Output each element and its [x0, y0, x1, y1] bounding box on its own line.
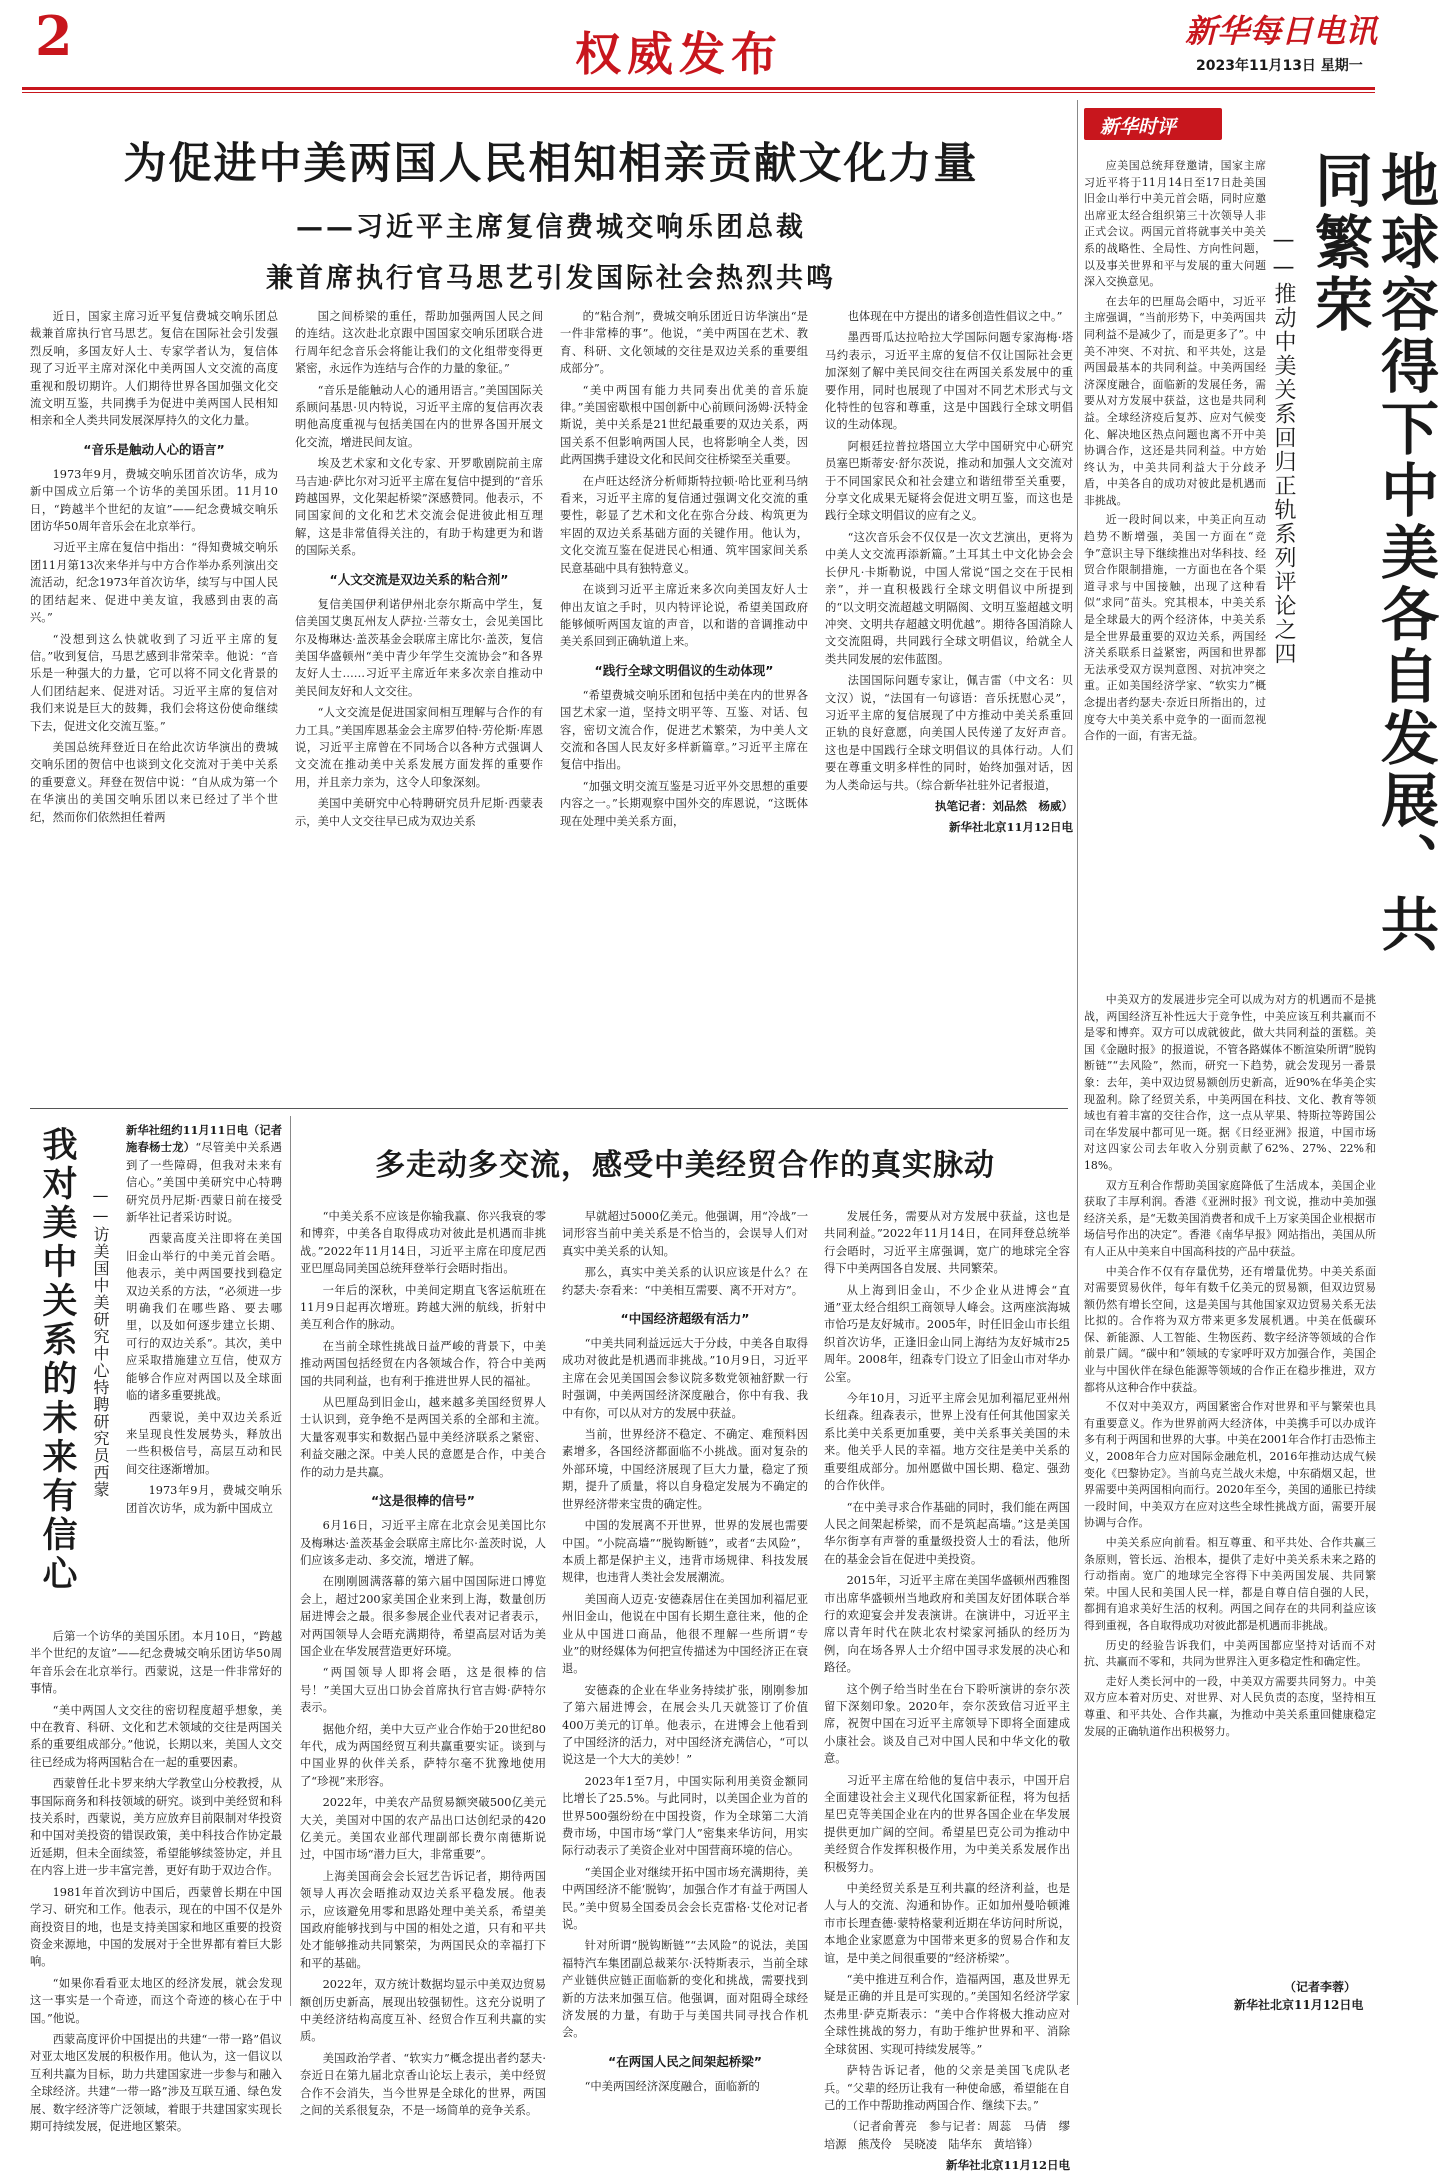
- paragraph: 6月16日，习近平主席在北京会见美国比尔及梅琳达·盖茨基金会联席主席比尔·盖茨时说，人们应该多走动、多交流，增进了解。: [300, 1519, 546, 1567]
- paragraph: 1973年9月，费城交响乐团首次访华，成为新中国成立后第一个访华的美国乐团。11月10日，“跨越半个世纪的友谊”——纪念费城交响乐团访华50周年音乐会在北京举行。: [30, 467, 278, 534]
- paragraph: 安德森的企业在华业务持续扩张，刚刚参加了第六届进博会，在展会头几天就签订了价值400万美元的订单。他表示，在进博会上他看到了中国经济的活力，对中国经济充满信心，“可以说这是一个大大的美妙！”: [562, 1683, 808, 1767]
- paragraph: 中国的发展离不开世界，世界的发展也需要中国。“小院高墙”“脱钩断链”，或者“去风险”，本质上都是保护主义，违背市场规律、科技发展规律，也违背人类社会发展潮流。: [562, 1519, 808, 1585]
- page-number: 2: [35, 4, 73, 68]
- paragraph: 西蒙曾任北卡罗来纳大学教堂山分校教授，从事国际商务和科技领域的研究。谈到中美经贸和科技关系时，西蒙说，美方应放弃目前限制对华投资和中国对美投资的错误政策，美中科技合作协定最近延期，但未全面续签，希望能够续签协定，并且在内容上进一步丰富完善，更好有助于双边合作。: [30, 1777, 282, 1878]
- paragraph: 美国中美研究中心特聘研究员升尼斯·西蒙表示，美中人文交往早已成为双边关系: [295, 797, 543, 828]
- commentary-dateline: 新华社北京11月12日电: [1234, 1998, 1364, 2012]
- paragraph: “希望费城交响乐团和包括中美在内的世界各国艺术家一道，坚持文明平等、互鉴、对话、包容，密切文流合作，促进艺术繁荣，为中美人文交流和各国人民友好多样新篇章。”习近平主席在复信中指出。: [560, 688, 808, 772]
- lead-subhead-2: 兼首席执行官马思艺引发国际社会热烈共鸣: [266, 263, 836, 294]
- paragraph: 西蒙说，美中双边关系近来呈现良性发展势头，释放出一些积极信号，高层互动和民间交往逐渐增加。: [126, 1410, 282, 1476]
- paragraph: 也体现在中方提出的诸多创造性倡议之中。”: [847, 310, 1063, 323]
- paragraph: “如果你看看亚太地区的经济发展，就会发现这一事实是一个奇迹，而这个奇迹的核心在于中国。”他说。: [30, 1976, 282, 2025]
- paragraph: 据他介绍，美中大豆产业合作始于20世纪80年代，成为两国经贸互利共赢重要实证。谈到与中国业界的伙伴关系，萨特尔毫不犹豫地使用了“珍视”来形容。: [300, 1722, 546, 1788]
- lead-subhead-1: ——习近平主席复信费城交响乐团总裁: [296, 212, 806, 243]
- paragraph: 美国总统拜登近日在给此次访华演出的费城交响乐团的贺信中也谈到文化交流对于美中关系的重要意义。拜登在贺信中说：“自从成为第一个在华演出的美国交响乐团以来已经过了半个世纪，然而你们依然担任着两: [30, 740, 278, 824]
- paragraph: 从上海到旧金山，不少企业从进博会“直通”亚太经合组织工商领导人峰会。这两座滨海城市恰巧是友好城市。2005年，时任旧金山市长组织首次访华，正逢旧金山同上海结为友好城市25周年。2008年，纽森专门设立了旧金山市对华办公室。: [824, 1283, 1070, 1384]
- paragraph: 复信美国伊利诺伊州北奈尔斯高中学生，复信美国艾奥瓦州友人萨拉·兰蒂女士，会见美国比尔及梅琳达·盖茨基金会联席主席比尔·盖茨，复信美国华盛顿州“美中青少年学生交流协会”和各界友好人士……习近平主席近年来多次亲自推动中美民间友好和人文交往。: [295, 597, 543, 698]
- paragraph: “加强文明交流互鉴是习近平外交思想的重要内容之一。”长期观察中国外交的库恩说，“这既体现在处理中美关系方面，: [560, 779, 808, 828]
- paragraph: 今年10月，习近平主席会见加利福尼亚州州长纽森。纽森表示，世界上没有任何其他国家关系比美中关系更加重要，美中关系事关美国的未来。他关乎人民的幸福。地方交往是美中关系的重要组成部分。加州愿做中国长期、稳定、强劲的合作伙伴。: [824, 1392, 1070, 1493]
- text-column: [562, 1208, 808, 2093]
- paragraph: “在中美寻求合作基础的同时，我们能在两国人民之间架起桥梁，而不是筑起高墙。”这是美国华尔街享有声誉的重量级投资人士的看法，他所在的基金会旨在促进中美投资。: [824, 1500, 1070, 1566]
- paragraph: 在当前全球性挑战日益严峻的背景下，中美推动两国包括经贸在内各领域合作，符合中美两国的共同利益，也有利于推进世界人民的福祉。: [300, 1339, 546, 1388]
- paragraph: 应美国总统拜登邀请，国家主席习近平将于11月14日至17日赴美国旧金山举行中美元首会晤，同时应邀出席亚太经合组织第三十次领导人非正式会议。两国元首将就事关中美关系的战略性、全局性、方向性问题，以及事关世界和平与发展的重大问题深入交换意见。: [1084, 159, 1266, 289]
- paragraph: 一年后的深秋，中美间定期直飞客运航班在11月9日起再次增班。跨越大洲的航线，折射中美互利合作的脉动。: [300, 1283, 546, 1332]
- interview-article: [30, 1116, 282, 2133]
- paragraph: 上海美国商会会长冠艺告诉记者，期待两国领导人再次会晤推动双边关系平稳发展。他表示，应该避免用零和思路处理中美关系，希望美国政府能够找到与中国的相处之道，只有和平共处才能够推动共同繁荣，为两国民众的幸福打下和平的基础。: [300, 1869, 546, 1970]
- paragraph: “这次音乐会不仅仅是一次文艺演出，更将为中美人文交流再添新篇。”土耳其土中文化协会会长伊凡·卡斯勒说，中国人常说“国之交在于民相亲”，并一直积极践行全球文明倡议中所提到的“以文明交流超越文明隔阂、文明互鉴超越文明冲突、文明共存超越文明优越”。期待各国消除人文交流阻碍，共同践行全球文明倡议，给就全人类共同发展的宏伟蓝图。: [825, 530, 1073, 666]
- paragraph: 法国国际问题专家让，佩吉雷（中文名：贝文汉）说，“法国有一句谚语：音乐抚慰心灵”，习近平主席的复信展现了中方推动中美关系重回正轨的良好意愿，向美国人民传递了友好声音。这也是中国践行全球文明倡议的具体行动。人们要在尊重文明多样性的同时，始终加强对话，因为人类命运与共。（综合新华社驻外记者报道，: [825, 674, 1073, 792]
- section-subheading: “中国经济超级有活力”: [620, 1311, 750, 1327]
- text-column: [300, 1208, 546, 2118]
- commentary-byline: （记者李蓉）: [1284, 1980, 1357, 1994]
- interview-narrow-column: [126, 1122, 282, 1624]
- paragraph: 当前，世界经济不稳定、不确定、难预料因素增多，各国经济都面临不小挑战。面对复杂的外部环境，中国经济展现了巨大力量，稳定了预期，提升了质量，将以自身稳定发展为不确定的世界经济带来宝贵的确定性。: [562, 1428, 808, 1511]
- paragraph: 埃及艺术家和文化专家、开罗歌剧院前主席马吉迪·萨比尔对习近平主席在复信中提到的“音乐跨越国界，文化架起桥梁”深感赞同。他表示，不同国家间的文化和艺术交流会促进彼此相互理解，这是非常值得关注的，有助于构建更为和谐的国际关系。: [295, 457, 543, 558]
- paragraph: 2023年1至7月，中国实际利用美资金额同比增长了25.5%。与此同时，以美国企业为首的世界500强纷纷在中国投资，作为全球第二大消费市场，中国市场“掌门人”密集来华访问，用实际行动表示了美资企业对中国营商环境的信心。: [562, 1774, 808, 1858]
- interview-dateline: 新华社纽约11月11日电（记者施春杨士龙）: [126, 1123, 282, 1155]
- paragraph: 中美双方的发展进步完全可以成为对方的机遇而不是挑战，两国经济互补性远大于竞争性，中美应该互利共赢而不是零和博弈。双方可以成就彼此，做大共同利益的蛋糕。美国《金融时报》的报道说，不管各路媒体不断渲染所谓“脱钩断链”“去风险”，然而，研究一下趋势，就会发现另一番景象：去年，美中双边贸易额创历史新高，近90%在华美企实现盈利。除了经贸关系，中美两国在科技、文化、教育等领域也有着丰富的交往合作，这一点从苹果、特斯拉等跨国公司在华发展中都可见一斑。据《日经亚洲》报道，中国市场对这四家公司去年收入分别贡献了62%、27%、22%和18%。: [1084, 993, 1376, 1172]
- paragraph: 在卢旺达经济分析师斯特拉顿·哈比亚利马纳看来，习近平主席的复信通过强调文化交流的重要性，彰显了艺术和文化在弥合分歧、构筑更为牢固的双边关系基础方面的关键作用。他认为，文化交流互鉴在促进民心相通、筑牢国家间关系民意基础中具有独特意义。: [560, 474, 808, 575]
- masthead: [0, 0, 1397, 94]
- masthead-rule: [22, 87, 1375, 90]
- paragraph: “中美两国经济深度融合，面临新的: [584, 2079, 760, 2093]
- paragraph: 中美关系应向前看。相互尊重、和平共处、合作共赢三条原则，管长远、治根本，提供了走好中美关系未来之路的行动指南。宽广的地球完全容得下中美两国发展、共同繁荣。中国人民和美国人民一样，都是自尊自信自强的人民，都拥有追求美好生活的权利。两国之间存在的共同利益应该得到重视，各自取得成功对彼此都是机遇而非挑战。: [1084, 1536, 1376, 1632]
- trade-headline: 多走动多交流，感受中美经贸合作的真实脉动: [375, 1148, 995, 1183]
- paragraph: 在谈到习近平主席近来多次向美国友好人士伸出友谊之手时，贝内特评论说，希望美国政府能够倾听两国友谊的声音，以和谐的音调推动中美关系回到正确轨道上来。: [560, 583, 808, 649]
- section-subheading: “人文交流是双边关系的粘合剂”: [329, 571, 509, 587]
- paragraph: “美国企业对继续开拓中国市场充满期待，美中两国经济不能‘脱钩’，加强合作才有益于两国人民。”美中贸易全国委员会会长克雷格·艾伦对记者说。: [562, 1865, 808, 1932]
- paragraph: 习近平主席在给他的复信中表示，中国开启全面建设社会主义现代化国家新征程，将为包括星巴克等美国企业在内的世界各国企业在华发展提供更加广阔的空间。希望星巴克公司为推动中美经贸合作发挥积极作用，为中美关系发展作出积极努力。: [824, 1773, 1070, 1874]
- paragraph: 习近平主席在复信中指出：“得知费城交响乐团11月第13次来华并与中方合作举办系列演出交流活动，纪念1973年首次访华，续写与中国人民的团结起来、促进中美友谊，我感到由衷的高兴。”: [30, 541, 278, 625]
- section-subheading: “践行全球文明倡议的生动体现”: [594, 662, 774, 678]
- signature-line: 新华社北京11月12日电: [945, 2158, 1070, 2173]
- column-rule-2: [290, 1116, 291, 2006]
- paragraph: 2015年，习近平主席在美国华盛顿州西雅图市出席华盛顿州当地政府和美国友好团体联合举行的欢迎宴会并发表演讲。在演讲中，习近平主席以青年时代在陕北农村梁家河插队的经历为例，向在场各界人士介绍中国寻求发展的决心和路径。: [824, 1574, 1070, 1675]
- paragraph: 墨西哥瓜达拉哈拉大学国际问题专家海梅·塔马约表示，习近平主席的复信不仅让国际社会更加深刻了解中美民间交往在两国关系发展中的重要作用，同时也展现了中国对不同艺术形式与文化特性的包容和尊重，这是中国践行全球文明倡议的生动体现。: [825, 331, 1073, 432]
- section-title: 权威发布: [575, 27, 783, 81]
- paragraph: 双方互利合作帮助美国家庭降低了生活成本，美国企业获取了丰厚利润。香港《亚洲时报》刊文说，推动中美加强经济关系，是“无数美国消费者和成千上万家美国企业根据市场信号作出的决定”。香港《南华早报》网站指出，美国从所有人正从中美来自中国高科技的产品中获益。: [1084, 1178, 1376, 1258]
- paragraph: “音乐是能触动人心的通用语言。”美国国际关系顾问基思·贝内特说，习近平主席的复信再次表明他高度重视与包括美国在内的世界各国开展文化交流，增进民间友谊。: [295, 383, 543, 449]
- paragraph: 走好人类长河中的一段，中美双方需要共同努力。中美双方应本着对历史、对世界、对人民负责的态度，坚持相互尊重、和平共处、合作共赢，为推动中美关系重回健康稳定发展的正确轨道作出积极努力。: [1084, 1674, 1376, 1738]
- commentary-badge: [1084, 108, 1222, 140]
- paragraph: 发展任务，需要从对方发展中获益，这也是共同利益。”2022年11月14日，在同拜登总统举行会晤时，习近平主席强调，宽广的地球完全容得下中美两国各自发展、共同繁荣。: [824, 1210, 1070, 1276]
- paragraph: 近日，国家主席习近平复信费城交响乐团总裁兼首席执行官马思艺。复信在国际社会引发强烈反响，多国友好人士、专家学者认为，复信体现了习近平主席对深化中美两国人文交流的高度重视和殷切期许。人们期待世界各国加强文化交流文明互鉴，共同携手为促进中美两国人民相知相亲和全人类共同发展深厚持久的文化力量。: [30, 310, 278, 428]
- text-column: [295, 308, 543, 1103]
- commentary: [1084, 108, 1439, 2012]
- interview-wide-column: [30, 1628, 282, 2133]
- section-subheading: “音乐是触动人心的语言”: [83, 441, 225, 457]
- lead-article: [30, 100, 1072, 1105]
- section-subheading: “这是很棒的信号”: [371, 1493, 475, 1509]
- paragraph: 的“粘合剂”，费城交响乐团近日访华演出“是一件非常棒的事”。他说，“美中两国在艺术、教育、科研、文化领域的交往是双边关系的重要组成部分”。: [560, 310, 808, 376]
- paragraph: 这个例子给当时坐在台下聆听演讲的奈尔茨留下深刻印象。2020年，奈尔茨致信习近平主席，祝贺中国在习近平主席领导下即将全面建成小康社会。谈及自己对中国人民和中华文化的敬意。: [824, 1682, 1070, 1766]
- paragraph: 针对所谓“脱钩断链”“去风险”的说法，美国福特汽车集团副总裁莱尔·沃特斯表示，当前全球产业链供应链正面临新的变化和挑战，需要找到新的方法来加强互信。他强调，面对阻碍全球经济发展的力量，有助于与美国共同寻找合作机会。: [562, 1939, 808, 2040]
- signature-line: 新华社北京11月12日电: [948, 820, 1073, 835]
- column-rule: [1077, 100, 1078, 2005]
- paragraph: 近一段时间以来，中美正向互动趋势不断增强，美国一方面在“竞争”意识主导下继续推出对华科技、经贸合作限制措施，一方面也在各个渠道寻求与中国接触，出现了这种看似“求同”苗头。究其根本，中美关系是全球最大的两个经济体，中美关系是全世界最重要的双边关系，两国经济关系联系日益紧密，两国和世界都无法承受双方误判意图、对抗冲突之重。正如美国经济学家、“软实力”概念提出者约瑟夫·奈近日所指出的，过度夸大中美关系中竞争的一面而忽视合作的一面，有害无益。: [1084, 513, 1266, 743]
- paragraph: 中美经贸关系是互利共赢的经济利益，也是人与人的交流、沟通和协作。正如加州曼哈顿滩市市长理查德·蒙特格蒙利近期在华访问时所说，本地企业家愿意为中国带来更多的贸易合作和友谊，是中美之间很重要的“经济桥梁”。: [824, 1882, 1070, 1965]
- paragraph: “美中两国人文交往的密切程度超乎想象，美中在教育、科研、文化和艺术领域的交往是两国关系的重要组成部分。”他说，长期以来，美国人文交往已经成为将两国粘合在一起的重要因素。: [30, 1703, 282, 1769]
- paragraph: 国之间桥梁的重任，帮助加强两国人民之间的连结。这次赴北京跟中国国家交响乐团联合进行周年纪念音乐会将能让我们的文化组带变得更紧密，永远作为连结与合作的力量的象征。”: [295, 310, 543, 376]
- paragraph: “美中两国有能力共同奏出优美的音乐旋律。”美国密歇根中国创新中心前顾问汤姆·沃特金斯说，美中关系是21世纪最重要的双边关系，两国关系不但影响两国人民，也将影响全人类，因此两国携手建设文化和民间交往桥梁至关重要。: [560, 383, 808, 467]
- paragraph: “没想到这么快就收到了习近平主席的复信。”收到复信，马思艺感到非常荣幸。他说：“音乐是一种强大的力量，它可以将不同文化背景的人们团结起来、促进对话。习近平主席的复信对我们来说是巨大的鼓舞，我们会将这份使命继续下去，促进文化交流互鉴。”: [30, 632, 278, 733]
- trade-article: [300, 1116, 1070, 2173]
- text-column: [560, 308, 808, 1103]
- section-subheading: “在两国人民之间架起桥梁”: [608, 2053, 762, 2069]
- trade-body: [300, 1208, 1070, 2173]
- paper-name-logo: 新华每日电讯: [1185, 12, 1378, 50]
- text-column: [825, 308, 1073, 1103]
- interview-intro: “尽管美中关系遇到了一些障碍，但我对未来有信心。”美国中美研究中心特聘研究员丹尼斯·西蒙日前在接受新华社记者采访时说。: [126, 1141, 282, 1225]
- lead-body: [30, 308, 1072, 1103]
- signature-line: 执笔记者：刘品然 杨威）: [935, 798, 1073, 813]
- masthead-rule-thin: [22, 92, 1375, 93]
- issue-date: 2023年11月13日 星期一: [1196, 58, 1363, 74]
- paragraph: “人文交流是促进国家间相互理解与合作的有力工具。”美国库恩基金会主席罗伯特·劳伦斯·库恩说，习近平主席曾在不同场合以各种方式强调人文交流在推动美中关系发展方面发挥的重要作用，并且亲力亲为，这令人印象深刻。: [295, 706, 543, 789]
- paragraph: 不仅对中美双方，两国紧密合作对世界和平与繁荣也具有重要意义。作为世界前两大经济体，中美携手可以办成许多有利于两国和世界的大事。中美在2001年合作打击恐怖主义，2008年合力应对国际金融危机，2016年推动达成气候变化《巴黎协定》。当前乌克兰战火未熄，中东硝烟又起，世界需要中美两国相向而行。2020年至今，美国的通胀已持续一段时间，中美双方在应对这些全球性挑战方面，需要开展协调与合作。: [1084, 1400, 1376, 1530]
- paragraph: 1973年9月，费城交响乐团首次访华，成为新中国成立: [126, 1484, 282, 1515]
- interview-title: 我对美中关系的未来有信心: [37, 1126, 78, 1594]
- paragraph: 阿根廷拉普拉塔国立大学中国研究中心研究员塞巴斯蒂安·舒尔茨说，推动和加强人文交流对于不同国家民众和社会建立和谐纽带至关重要，分享文化成果无疑将会促进文明互鉴，而这也是践行全球文明倡议的应有之义。: [825, 439, 1073, 523]
- lead-headline: 为促进中美两国人民相知相亲贡献文化力量: [123, 139, 979, 189]
- paragraph: “美中推进互利合作，造福两国，惠及世界无疑是正确的并且是可实现的。”美国知名经济学家杰弗里·萨克斯表示：“美中合作将极大推动应对全球性挑战的努力，有助于维护世界和平、消除全球贫困、实现可持续发展等。”: [824, 1973, 1070, 2056]
- commentary-body: [1084, 992, 1376, 1982]
- paragraph: 在刚刚圆满落幕的第六届中国国际进口博览会上，超过200家美国企业来到上海，数量创历届进博会之最。很多参展企业代表对记者表示，对两国领导人会晤充满期待，希望高层对话为美国企业在华发展营造更好环境。: [300, 1575, 546, 1658]
- paragraph: 从巴厘岛到旧金山，越来越多美国经贸界人士认识到，竞争绝不是两国关系的全部和主流。大量客观事实和数据凸显中美经济联系之紧密、利益交融之深。中美人民的意愿是合作，中美合作的动力是共赢。: [300, 1396, 546, 1479]
- text-column: [30, 308, 278, 1103]
- commentary-badge-label: 新华时评: [1100, 116, 1177, 138]
- section-divider: [30, 1108, 1068, 1109]
- paragraph: 西蒙高度关注即将在美国旧金山举行的中美元首会晤。他表示，美中两国要找到稳定双边关系的方法，“必须进一步明确我们在哪些路、要去哪里，以及如何逐步建立长期、可行的双边关系”。其次，美中应采取措施建立互信，使双方能够合作应对两国以及全球面临的诸多重要挑战。: [126, 1232, 282, 1403]
- paragraph: 在去年的巴厘岛会晤中，习近平主席强调，“当前形势下，中美两国共同利益不是减少了，而是更多了”。中美不冲突、不对抗、和平共处，这是两国最基本的共同利益。中美两国经济深度融合，面临新的发展任务，需要从对方发展中获益，这也是共同利益。全球经济疫后复苏、应对气候变化、解决地区热点问题也离不开中美协调合作，这还是共同利益。中方始终认为，中美共同利益大于分歧矛盾，中美各自的成功对彼此是机遇而非挑战。: [1084, 294, 1266, 507]
- paragraph: 2022年，双方统计数据均显示中美双边贸易额创历史新高，展现出较强韧性。这充分说明了中美经济结构高度互补、经贸合作互利共赢的实质。: [300, 1978, 546, 2044]
- paragraph: 那么，真实中美关系的认识应该是什么？在约瑟夫·奈看来：“中美相互需要、离不开对方”。: [562, 1266, 808, 1297]
- paragraph: 1981年首次到访中国后，西蒙曾长期在中国学习、研究和工作。他表示，现在的中国不仅是外商投资目的地，也是支持美国家和地区重要的投资资金来源地，中国的发展对于全世界都有着巨大影响。: [30, 1885, 282, 1969]
- paragraph: “中美关系不应该是你输我赢、你兴我衰的零和博弈，中美各自取得成功对彼此是机遇而非挑战。”2022年11月14日，习近平主席在印度尼西亚巴厘岛同美国总统拜登举行会晤时指出。: [300, 1210, 546, 1276]
- interview-subtitle: ——访美国中美研究中心特聘研究员西蒙: [91, 1186, 110, 1498]
- paragraph: 西蒙高度评价中国提出的共建“一带一路”倡议对亚太地区发展的积极作用。他认为，这一倡议以互利共赢为目标，助力共建国家进一步参与和融入全球经济。共建“一带一路”涉及互联互通、绿色发展、数字经济等广泛领域，着眼于共建国家实现长期可持续发展，促进地区繁荣。: [30, 2032, 282, 2133]
- paragraph: 历史的经验告诉我们，中美两国都应坚持对话而不对抗、共赢而不零和，共同为世界注入更多稳定性和确定性。: [1084, 1638, 1376, 1669]
- text-column: [824, 1208, 1070, 2173]
- paragraph: 美国商人迈克·安德森居住在美国加利福尼亚州旧金山，他说在中国有长期生意往来，他的企业从中国进口商品，他很不理解一些所谓“专业”的财经媒体为何把宣传描述为中国经济正在衰退。: [562, 1592, 808, 1676]
- commentary-body-top: [1084, 158, 1266, 988]
- paragraph: 中美合作不仅有存量优势，还有增量优势。中美关系面对需要贸易伙伴，每年有数千亿美元的贸易额，但双边贸易额仍然有增长空间，这是美国与其他国家双边贸易关系无法比拟的。合作将为双方带来更多发展机遇。中美在低碳环保、新能源、人工智能、生物医药、数字经济等领域的合作前景广阔。“碳中和”领域的专家呼吁双方加强合作，美国企业与中国伙伴在绿色能源等领域的合作正在稳步推进，双方都将从这种合作中获益。: [1084, 1264, 1376, 1394]
- paragraph: （记者俞菁亮 参与记者：周蕊 马倩 缪培源 熊茂伶 吴晓凌 陆华东 黄培锋）: [824, 2120, 1070, 2151]
- commentary-title: 地球容得下中美各自发展、共同繁荣: [1305, 150, 1439, 956]
- paragraph: 2022年，中美农产品贸易额突破500亿美元大关，美国对中国的农产品出口达创纪录的420亿美元。美国农业部代理副部长费尔南德斯说过，中国市场“潜力巨大，非常重要”。: [300, 1796, 546, 1862]
- paragraph: “中美共同利益远远大于分歧，中美各自取得成功对彼此是机遇而非挑战。”10月9日，习近平主席在会见美国国会参议院多数党领袖舒默一行时强调，中美两国经济深度融合，你中有我、我中有你，可以从对方的发展中获益。: [562, 1337, 808, 1420]
- paragraph: 萨特告诉记者，他的父亲是美国飞虎队老兵。“父辈的经历让我有一种使命感，希望能在自己的工作中帮助推动两国合作、继续下去。”: [824, 2064, 1070, 2112]
- paragraph: 早就超过5000亿美元。他强调，用“冷战”一词形容当前中美关系是不恰当的，会误导人们对真实中美关系的认知。: [562, 1210, 808, 1258]
- paragraph: 后第一个访华的美国乐团。本月10日，“跨越半个世纪的友谊”——纪念费城交响乐团访华50周年音乐会在北京举行。西蒙说，这是一件非常好的事情。: [30, 1630, 282, 1696]
- paragraph: “两国领导人即将会晤，这是很棒的信号！”美国大豆出口协会首席执行官吉姆·萨特尔表示。: [300, 1666, 546, 1715]
- paragraph: 美国政治学者、“软实力”概念提出者约瑟夫·奈近日在第九届北京香山论坛上表示，美中经贸合作不会消失，当今世界是全球化的世界，两国之间的关系很复杂，不是一场简单的竞争关系。: [300, 2051, 546, 2118]
- commentary-series: ——推动中美关系回归正轨系列评论之四: [1271, 228, 1296, 666]
